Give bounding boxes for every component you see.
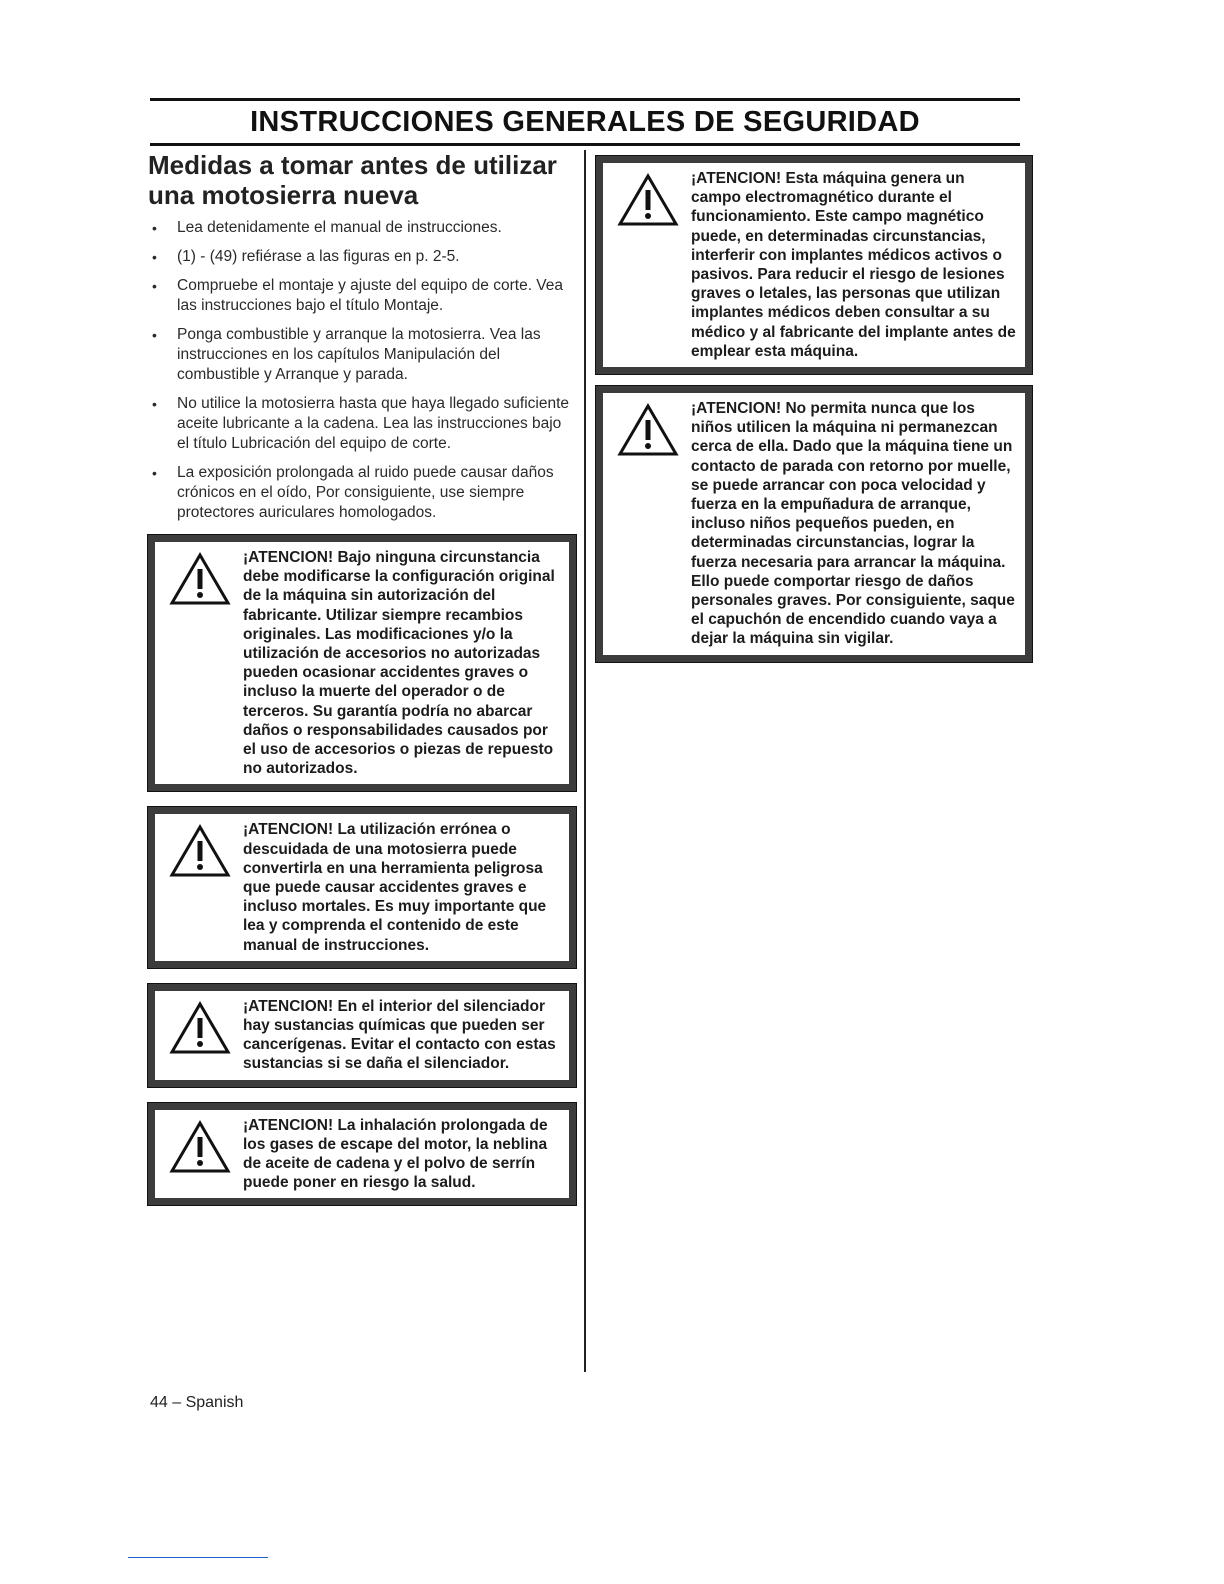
warning-box-exhaust (148, 1103, 576, 1206)
list-item: • Lea detenidamente el manual de instrucciones. (152, 218, 576, 238)
column-divider (584, 150, 586, 1372)
warning-triangle-icon (169, 1001, 231, 1055)
right-column (596, 156, 1032, 674)
list-item: • No utilice la motosierra hasta que haya llegado suficiente aceite lubricante a la cadena. Lea las instrucciones bajo el título Lubricación del equipo de corte. (152, 394, 576, 454)
left-column (148, 150, 576, 1221)
warning-triangle-icon (617, 403, 679, 457)
warning-box-modifications (148, 535, 576, 791)
warning-box-muffler (148, 984, 576, 1087)
warning-label: ¡ATENCION! (691, 400, 782, 418)
footer-line (128, 1557, 268, 1558)
warning-triangle-icon (617, 173, 679, 227)
warning-text: No permita nunca que los niños utilicen la máquina ni permanezcan cerca de ella. Dado que la máquina tiene un contacto de parada con retorno por muelle, se puede arrancar con poca velocidad y fuerza en la empuñadura de arranque, incluso niños pequeños pueden, en determinadas circunstancias, lograr la fuerza necesaria para arrancar la máquina. Ello puede comportar riesgo de daños personales graves. Por consiguiente, saque el capuchón de encendido cuando vaya a dejar la máquina sin vigilar. (691, 400, 1015, 648)
warning-triangle-icon (169, 824, 231, 878)
section-heading-line2: una motosierra nueva (148, 180, 419, 210)
warning-box-misuse (148, 807, 576, 967)
section-heading-line1: Medidas a tomar antes de utilizar (148, 150, 557, 180)
page-number: 44 – Spanish (150, 1394, 244, 1411)
warning-text: La utilización errónea o descuidada de una motosierra puede convertirla en una herramienta peligrosa que puede causar accidentes graves e incluso mortales. Es muy importante que lea y comprenda el contenido de este manual de instrucciones. (243, 821, 547, 954)
warning-text: Bajo ninguna circunstancia debe modificarse la configuración original de la máquina sin autorización del fabricante. Utilizar siempre recambios originales. Las modificaciones y/o la utilización de accesorios no autorizadas pueden ocasionar accidentes graves o incluso la muerte del operador o de terceros. Su garantía podría no abarcar daños o responsabilidades causados por el uso de accesorios o piezas de repuesto no autorizados. (243, 549, 555, 778)
warning-triangle-icon (169, 1120, 231, 1174)
warning-text: En el interior del silenciador hay sustancias químicas que pueden ser cancerígenas. Evitar el contacto con estas sustancias si se daña el silenciador. (243, 997, 556, 1073)
list-item: • La exposición prolongada al ruido puede causar daños crónicos en el oído, Por consiguiente, use siempre protectores auriculares homologados. (152, 463, 576, 523)
list-item: • (1) - (49) refiérase a las figuras en p. 2-5. (152, 247, 576, 267)
header-rule-top (150, 98, 1020, 101)
warning-label: ¡ATENCION! (243, 821, 334, 839)
section-heading (148, 150, 576, 210)
list-item: • Ponga combustible y arranque la motosierra. Vea las instrucciones en los capítulos Manipulación del combustible y Arranque y parada. (152, 325, 576, 385)
warning-triangle-icon (169, 552, 231, 606)
list-item: • Compruebe el montaje y ajuste del equipo de corte. Vea las instrucciones bajo el título Montaje. (152, 276, 576, 316)
warning-label: ¡ATENCION! (243, 549, 334, 566)
warning-text: Esta máquina genera un campo electromagnético durante el funcionamiento. Este campo magnético puede, en determinadas circunstancias, interferir con implantes médicos activos o pasivos. Para reducir el riesgo de lesiones graves o letales, las personas que utilizan implantes médicos deben consultar a su médico y al fabricante del implante antes de emplear esta máquina. (691, 170, 1016, 360)
warning-text: La inhalación prolongada de los gases de escape del motor, la neblina de aceite de cadena y el polvo de serrín puede poner en riesgo la salud. (243, 1116, 548, 1192)
page-title: INSTRUCCIONES GENERALES DE SEGURIDAD (250, 106, 920, 138)
warning-label: ¡ATENCION! (243, 1116, 334, 1134)
header-rule-bottom (150, 143, 1020, 146)
warning-box-electromagnetic (596, 156, 1032, 374)
warning-label: ¡ATENCION! (691, 170, 782, 187)
warning-box-children (596, 386, 1032, 662)
instruction-list (148, 218, 576, 523)
warning-label: ¡ATENCION! (243, 997, 334, 1015)
